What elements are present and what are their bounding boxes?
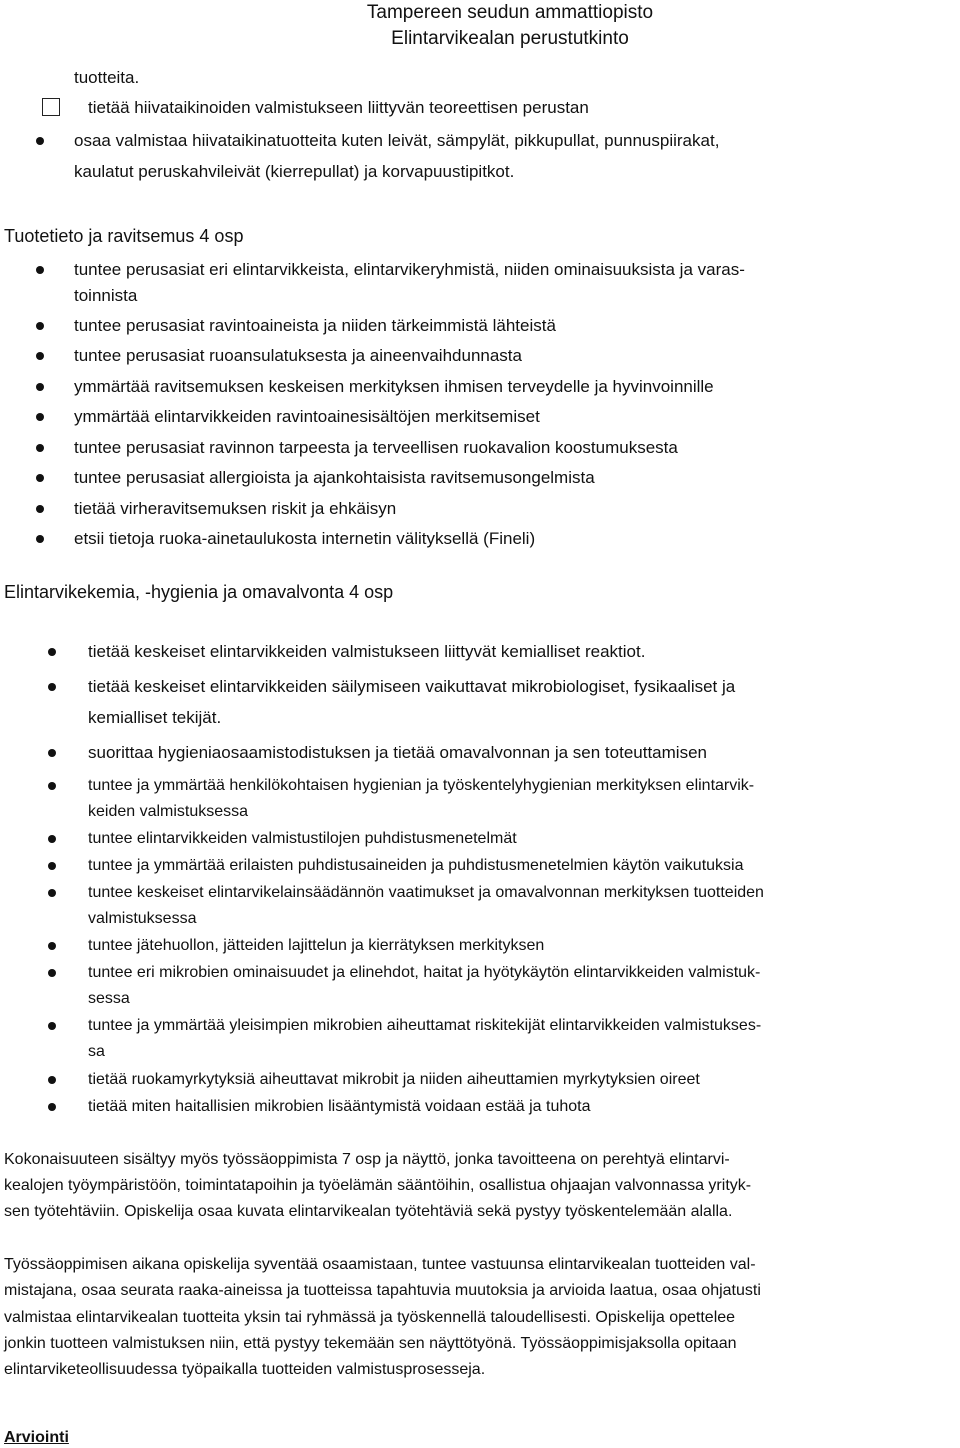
section2-item: keiden valmistuksessa xyxy=(88,803,249,820)
bullet-icon xyxy=(36,352,44,360)
bullet-icon xyxy=(36,505,44,513)
intro-continuation: tuotteita. xyxy=(74,68,140,87)
intro-check-item: tietää hiivataikinoiden valmistukseen liittyvän teoreettisen perustan xyxy=(88,98,589,117)
section2-item: sa xyxy=(88,1043,105,1060)
header-school: Tampereen seudun ammattiopisto xyxy=(366,2,654,23)
paragraph-line: sen työtehtäviin. Opiskelija osaa kuvata elintarvikealan työtehtäviä sekä pystyy työskentelemään alalla. xyxy=(4,1203,733,1220)
bullet-icon xyxy=(36,535,44,543)
bullet-icon xyxy=(48,683,56,691)
checkbox-icon xyxy=(42,98,60,116)
bullet-icon xyxy=(36,137,44,145)
section2-item: tuntee ja ymmärtää erilaisten puhdistusaineiden ja puhdistusmenetelmien käytön vaikutuksia xyxy=(88,857,744,874)
section2-item: tuntee ja ymmärtää henkilökohtaisen hygienian ja työskentelyhygienian merkityksen elintarvik- xyxy=(88,777,755,794)
section2-item: tuntee keskeiset elintarvikelainsäädännön vaatimukset ja omavalvonnan merkityksen tuotteiden xyxy=(88,884,764,901)
section2-item: tuntee ja ymmärtää yleisimpien mikrobien aiheuttamat riskitekijät elintarvikkeiden valmistukses- xyxy=(88,1017,762,1034)
bullet-icon xyxy=(48,1076,56,1084)
bullet-icon xyxy=(36,383,44,391)
intro-bullet-line2: kaulatut peruskahvileivät (kierrepullat) ja korvapuustipitkot. xyxy=(74,162,515,181)
bullet-icon xyxy=(48,969,56,977)
section1-item: toinnista xyxy=(74,286,138,305)
section2-item: suorittaa hygieniaosaamistodistuksen ja tietää omavalvonnan ja sen toteuttamisen xyxy=(88,743,707,762)
section1-item: tuntee perusasiat ravinnon tarpeesta ja terveellisen ruokavalion koostumuksesta xyxy=(74,438,678,457)
section1-item: tietää virheravitsemuksen riskit ja ehkäisyn xyxy=(74,499,397,518)
bullet-icon xyxy=(48,749,56,757)
bullet-icon xyxy=(48,782,56,790)
bullet-icon xyxy=(36,322,44,330)
paragraph-line: mistajana, osaa seurata raaka-aineissa ja tuotteissa tapahtuvia muutoksia ja arvioida laatua, osaa ohjatusti xyxy=(4,1282,761,1299)
paragraph-line: valmistaa elintarvikealan tuotteita yksin tai ryhmässä ja työskennellä taloudellisesti. Opiskelija opettelee xyxy=(4,1309,736,1326)
section1-title: Tuotetieto ja ravitsemus 4 osp xyxy=(4,226,244,246)
section2-item: tuntee jätehuollon, jätteiden lajittelun ja kierrätyksen merkityksen xyxy=(88,937,545,954)
section2-item: valmistuksessa xyxy=(88,910,197,927)
bullet-icon xyxy=(36,266,44,274)
section1-item: etsii tietoja ruoka-ainetaulukosta internetin välityksellä (Fineli) xyxy=(74,529,536,548)
section2-item: kemialliset tekijät. xyxy=(88,708,222,727)
section2-item: tuntee eri mikrobien ominaisuudet ja elinehdot, haitat ja hyötykäytön elintarvikkeiden valmistuk- xyxy=(88,964,761,981)
bullet-icon xyxy=(36,413,44,421)
section1-item: tuntee perusasiat ravintoaineista ja niiden tärkeimmistä lähteistä xyxy=(74,316,556,335)
section1-item: ymmärtää ravitsemuksen keskeisen merkityksen ihmisen terveydelle ja hyvinvoinnille xyxy=(74,377,714,396)
section2-item: tietää keskeiset elintarvikkeiden valmistukseen liittyvät kemialliset reaktiot. xyxy=(88,642,646,661)
intro-bullet-line1: osaa valmistaa hiivataikinatuotteita kuten leivät, sämpylät, pikkupullat, punnuspiirakat, xyxy=(74,131,720,150)
section1-item: ymmärtää elintarvikkeiden ravintoainesisältöjen merkitsemiset xyxy=(74,407,540,426)
bullet-icon xyxy=(48,835,56,843)
bullet-icon xyxy=(48,1103,56,1111)
section2-item: tietää keskeiset elintarvikkeiden säilymiseen vaikuttavat mikrobiologiset, fysikaaliset ja xyxy=(88,677,736,696)
bullet-icon xyxy=(36,474,44,482)
bullet-icon xyxy=(48,1022,56,1030)
section2-title: Elintarvikekemia, -hygienia ja omavalvonta 4 osp xyxy=(4,582,394,602)
bullet-icon xyxy=(48,862,56,870)
bullet-icon xyxy=(48,889,56,897)
bullet-icon xyxy=(48,942,56,950)
section2-item: tietää miten haitallisien mikrobien lisääntymistä voidaan estää ja tuhota xyxy=(88,1098,591,1115)
paragraph-line: jonkin tuotteen valmistuksen niin, että pystyy tekemään sen näyttötyönä. Työssäoppimisjaksolla opitaan xyxy=(4,1335,737,1352)
bullet-icon xyxy=(36,444,44,452)
paragraph-line: kealojen työympäristöön, toimintatapoihin ja työelämän sääntöihin, osallistua ohjaajan valvonnassa yrityk- xyxy=(4,1177,752,1194)
section1-item: tuntee perusasiat eri elintarvikkeista, elintarvikeryhmistä, niiden ominaisuuksista ja varas- xyxy=(74,260,745,279)
assessment-heading: Arviointi xyxy=(4,1429,69,1446)
paragraph-line: Kokonaisuuteen sisältyy myös työssäoppimista 7 osp ja näyttö, jonka tavoitteena on perehtyä elintarvi- xyxy=(4,1151,730,1168)
paragraph-line: Työssäoppimisen aikana opiskelija syventää osaamistaan, tuntee vastuunsa elintarvikealan tuotteiden val- xyxy=(4,1256,756,1273)
bullet-icon xyxy=(48,648,56,656)
section2-item: tuntee elintarvikkeiden valmistustilojen puhdistusmenetelmät xyxy=(88,830,517,847)
header-program: Elintarvikealan perustutkinto xyxy=(391,28,629,49)
paragraph-line: elintarviketeollisuudessa työpaikalla tuotteiden valmistusprosesseja. xyxy=(4,1361,486,1378)
section1-item: tuntee perusasiat allergioista ja ajankohtaisista ravitsemusongelmista xyxy=(74,468,595,487)
section2-item: tietää ruokamyrkytyksiä aiheuttavat mikrobit ja niiden aiheuttamien myrkytyksien oireet xyxy=(88,1071,700,1088)
section2-item: sessa xyxy=(88,990,130,1007)
section1-item: tuntee perusasiat ruoansulatuksesta ja aineenvaihdunnasta xyxy=(74,346,522,365)
